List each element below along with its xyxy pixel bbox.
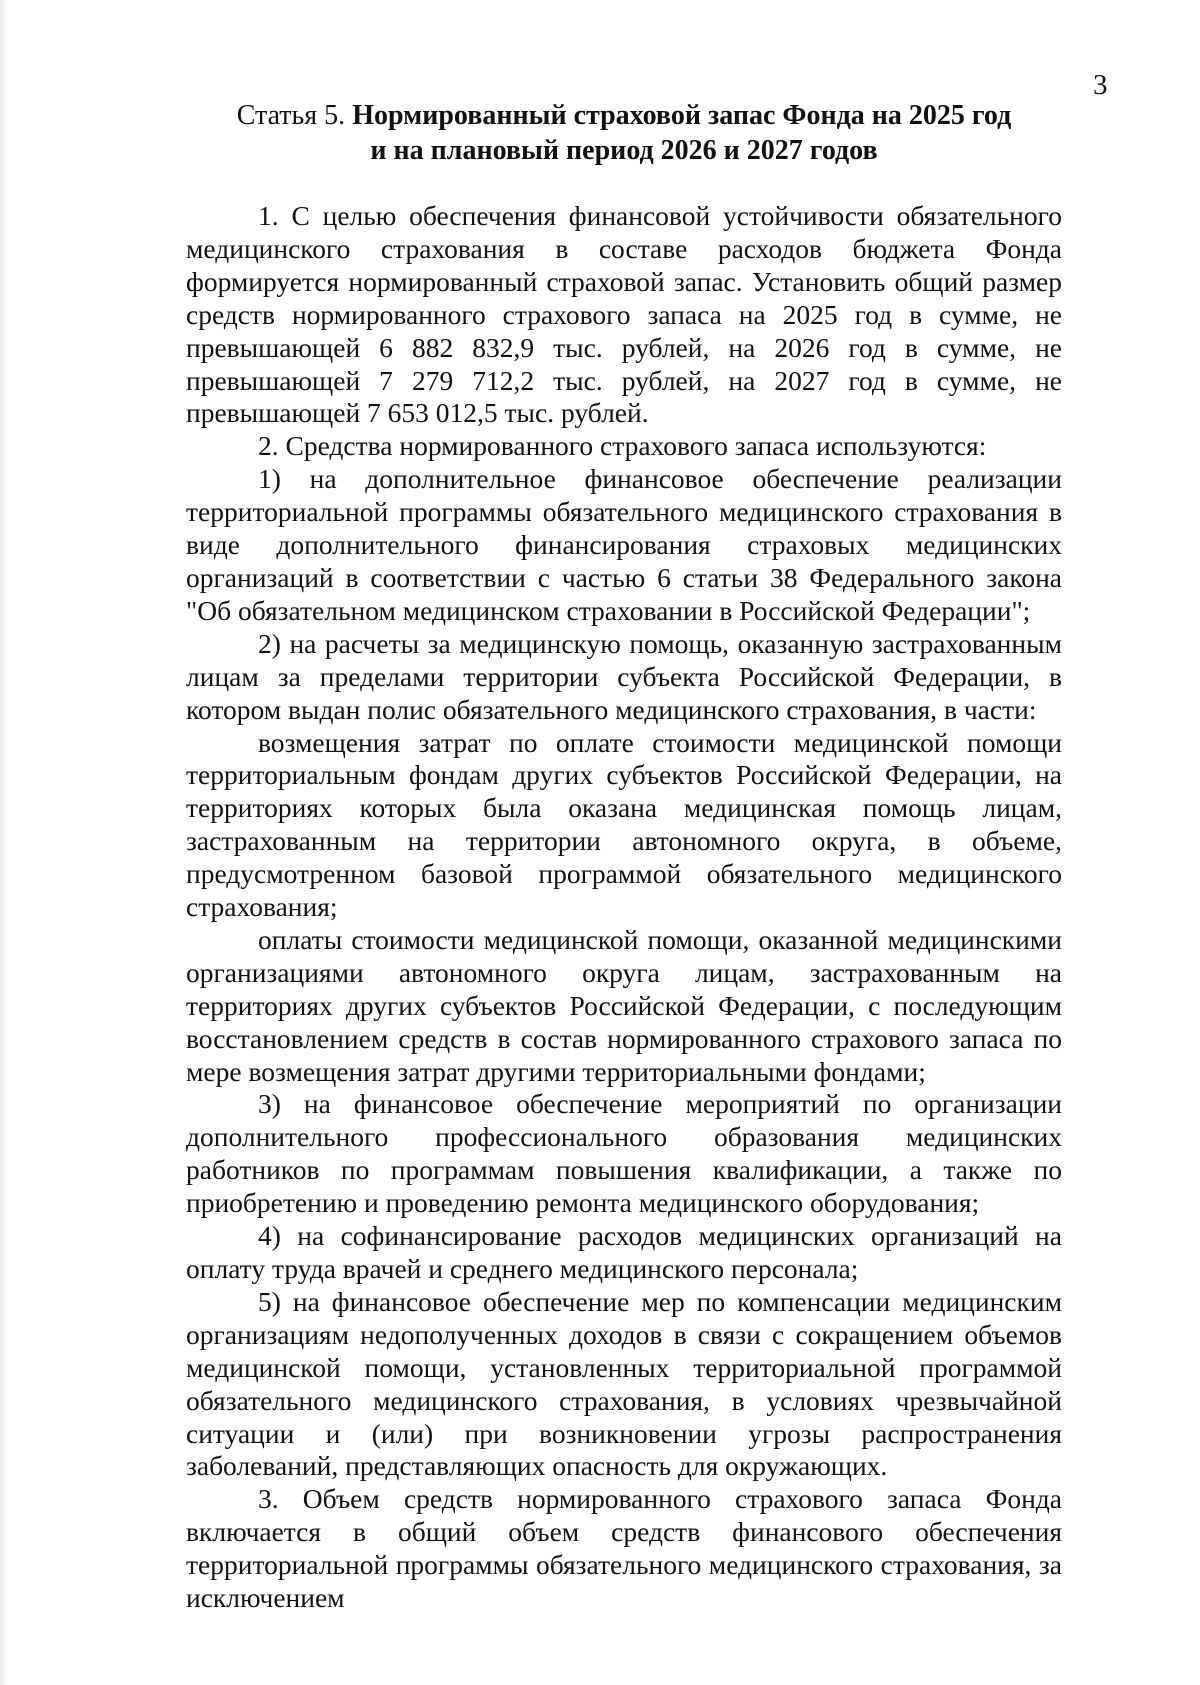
article-heading	[186, 98, 1062, 168]
paragraph-1: 1. С целью обеспечения финансовой устойчивости обязательного медицинского страхования в составе расходов бюджета Фонда формируется нормированный страховой запас. Установить общий размер средств нормированного страхового запаса на 2025 год в сумме, не превышающей 6 882 832,9 тыс. рублей, на 2026 год в сумме, не превышающей 7 279 712,2 тыс. рублей, на 2027 год в сумме, не превышающей 7 653 012,5 тыс. рублей.	[186, 200, 1062, 429]
paragraph-6: оплаты стоимости медицинской помощи, оказанной медицинскими организациями автономного округа лицам, застрахованным на территориях других субъектов Российской Федерации, с последующим восстановлением средств в состав нормированного страхового запаса по мере возмещения затрат другими территориальными фондами;	[186, 923, 1062, 1087]
article-prefix: Статья 5.	[236, 100, 346, 131]
paragraph-4: 2) на расчеты за медицинскую помощь, оказанную застрахованным лицам за пределами территории субъекта Российской Федерации, в котором выдан полис обязательного медицинского страхования, в части:	[186, 627, 1062, 725]
paragraph-9: 5) на финансовое обеспечение мер по компенсации медицинским организациям недополученных доходов в связи с сокращением объемов медицинской помощи, установленных территориальной программой обязательного медицинского страхования, в условиях чрезвычайной ситуации и (или) при возникновении угрозы распространения заболеваний, представляющих опасность для окружающих.	[186, 1285, 1062, 1482]
article-body	[186, 200, 1062, 1615]
page-number: 3	[1093, 69, 1108, 101]
paragraph-8: 4) на софинансирование расходов медицинских организаций на оплату труда врачей и среднего медицинского персонала;	[186, 1220, 1062, 1284]
scan-edge	[0, 0, 8, 1685]
paragraph-3: 1) на дополнительное финансовое обеспечение реализации территориальной программы обязательного медицинского страхования в виде дополнительного финансирования страховых медицинских организаций в соответствии с частью 6 статьи 38 Федерального закона "Об обязательном медицинском страховании в Российской Федерации";	[186, 463, 1062, 626]
article-title-line-2: и на плановый период 2026 и 2027 годов	[370, 135, 878, 166]
paragraph-2: 2. Средства нормированного страхового запаса используются:	[258, 430, 987, 462]
paragraph-10: 3. Объем средств нормированного страхового запаса Фонда включается в общий объем средств финансового обеспечения территориальной программы обязательного медицинского страхования, за исключением	[186, 1483, 1062, 1614]
paragraph-5: возмещения затрат по оплате стоимости медицинской помощи территориальным фондам других субъектов Российской Федерации, на территориях которых была оказана медицинская помощь лицам, застрахованным на территории автономного округа, в объеме, предусмотренном базовой программой обязательного медицинского страхования;	[186, 726, 1062, 923]
article-title-line-1: Нормированный страховой запас Фонда на 2025 год	[352, 100, 1012, 131]
paragraph-7: 3) на финансовое обеспечение мероприятий по организации дополнительного профессионального образования медицинских работников по программам повышения квалификации, а также по приобретению и проведению ремонта медицинского оборудования;	[186, 1088, 1062, 1219]
